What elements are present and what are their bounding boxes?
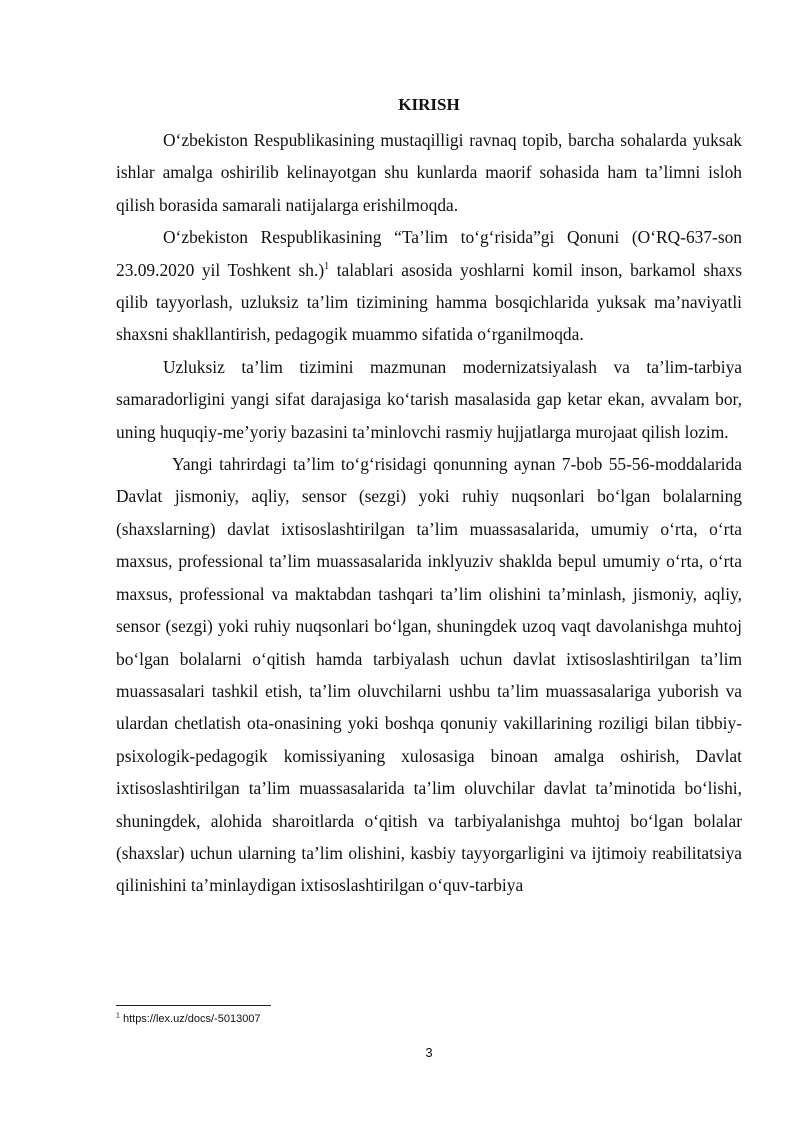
footnote-separator [116,1005,271,1006]
paragraph-2 [116,221,742,351]
paragraph-2-text-end: talablari asosida yoshlarni komil inson, barkamol shaxs qilib tayyorlash, uzluksiz ta’lim tizimining hamma bosqichlarida yuksak ma’naviyatli shaxsni shakllantirish, pedagogik muammo sifatida o‘rganilmoqda. [116,259,742,345]
paragraph-3: Uzluksiz ta’lim tizimini mazmunan modernizatsiyalash va ta’lim-tarbiya samaradorligini yangi sifat darajasiga ko‘tarish masalasida gap ketar ekan, avvalam bor, uning huquqiy-me’yoriy bazasini ta’minlovchi rasmiy hujjatlarga murojaat qilish lozim. [116,356,742,442]
page-number: 3 [425,1045,433,1060]
paragraph-4: Yangi tahrirdagi ta’lim to‘g‘risidagi qonunning aynan 7-bob 55-56-moddalarida Davlat jismoniy, aqliy, sensor (sezgi) yoki ruhiy nuqsonlari bo‘lgan bolalarning (shaxslarning) davlat ixtisoslashtirilgan ta’lim muassasalarida, umumiy o‘rta, o‘rta maxsus, professional ta’lim muassasalarida inklyuziv shaklda bepul umumiy o‘rta, o‘rta maxsus, professional va maktabdan tashqari ta’lim olishini ta’minlash, jismoniy, aqliy, sensor (sezgi) yoki ruhiy nuqsonlari bo‘lgan, shuningdek uzoq vaqt davolanishga muhtoj bo‘lgan bolalarni o‘qitish hamda tarbiyalash uchun davlat ixtisoslashtirilgan ta’lim muassasalari tashkil etish, ta’lim oluvchilarni ushbu ta’lim muassasalariga yuborish va ulardan chetlatish ota-onasining yoki boshqa qonuniy vakillarining roziligi bilan tibbiy-psixologik-pedagogik komissiyaning xulosasiga binoan amalga oshirish, Davlat ixtisoslashtirilgan ta’lim muassasalarida ta’lim oluvchilar davlat ta’minotida bo‘lishi, shuningdek, alohida sharoitlarda o‘qitish va tarbiyalanishga muhtoj bo‘lgan bolalar (shaxslar) uchun ularning ta’lim olishini, kasbiy tayyorgarligini va ijtimoiy reabilitatsiya qilinishini ta’minlaydigan ixtisoslashtirilgan o‘quv-tarbiya [116,454,742,896]
body-text [116,124,742,902]
paragraph-2-text-start: O‘zbekiston Respublikasining “Ta’lim to‘g‘risida”gi Qonuni (O‘RQ-637-son 23.09.2020 yil Toshkent sh.) [116,227,742,280]
footnote-link[interactable]: https://lex.uz/docs/-5013007 [119,1013,261,1025]
footnote-marker: 1 [116,1012,120,1020]
paragraph-1: O‘zbekiston Respublikasining mustaqilligi ravnaq topib, barcha sohalarda yuksak ishlar amalga oshirilib kelinayotgan shu kunlarda maorif sohasida ham ta’limni isloh qilish borasida samarali natijalarga erishilmoqda. [116,130,742,215]
footnote [116,1012,261,1026]
footnote-reference: 1 [324,260,330,272]
section-title: KIRISH [398,95,460,114]
